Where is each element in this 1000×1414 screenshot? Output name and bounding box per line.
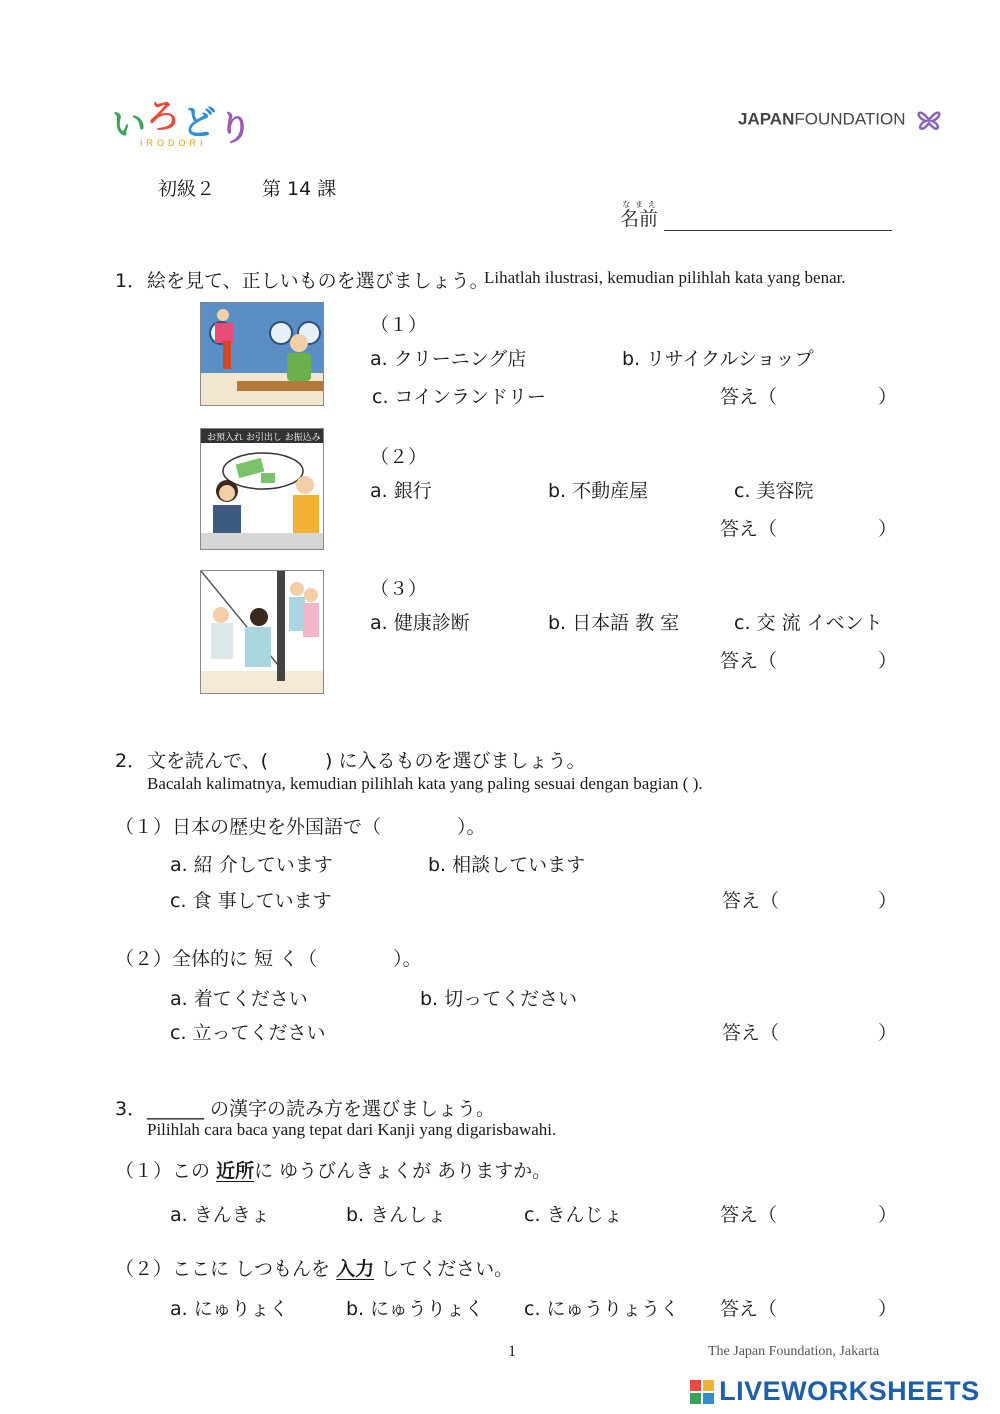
s1-q2-answer: 答え（ <box>720 518 778 540</box>
japan-foundation-logo <box>738 103 946 137</box>
jf-logo-rest: FOUNDATION <box>794 109 906 129</box>
s3-q1-stem <box>115 1156 551 1183</box>
s3-q1-answer-close: ） <box>878 1204 898 1226</box>
s1-q2-answer-close: ） <box>878 518 898 540</box>
s1-q3-answer-input[interactable] <box>784 644 874 668</box>
s3-instruction-jp: ______ の漢字の読み方を選びましょう。 <box>147 1098 496 1120</box>
s3-q2-option-a[interactable]: a. にゅりょく <box>170 1298 289 1320</box>
level-label: 初級２ <box>158 178 216 200</box>
s3-q1-option-b[interactable]: b. きんしょ <box>346 1204 447 1226</box>
footer-credit: The Japan Foundation, Jakarta <box>708 1344 880 1359</box>
s1-q2-answer-input[interactable] <box>784 512 874 536</box>
s1-q3-option-b[interactable]: b. 日本語 教 室 <box>548 612 680 634</box>
s2-q1-option-c[interactable]: c. 食 事しています <box>170 890 332 912</box>
s1-q1-answer: 答え（ <box>720 386 778 408</box>
s3-q1-stem-pre: （１）この <box>115 1160 211 1182</box>
s3-q2-answer-close: ） <box>878 1298 898 1320</box>
s2-instruction-id: Bacalah kalimatnya, kemudian pilihlah kata yang paling sesuai dengan bagian ( ). <box>147 774 703 793</box>
logo-subtitle: IRODORI <box>140 138 207 148</box>
s3-q1-stem-post: に ゆうびんきょくが ありますか。 <box>254 1160 552 1182</box>
s3-q2-stem-post: してください。 <box>380 1258 514 1280</box>
s1-q2-option-a[interactable]: a. 銀行 <box>370 480 432 502</box>
name-field <box>620 200 892 231</box>
s3-instruction-id: Pilihlah cara baca yang tepat dari Kanji yang digarisbawahi. <box>147 1120 557 1139</box>
s1-q1-answer-input[interactable] <box>784 380 874 404</box>
name-input-line[interactable] <box>664 212 892 231</box>
s3-q2-stem-pre: （２）ここに しつもんを <box>115 1258 331 1280</box>
s2-q1-stem: （１）日本の歴史を外国語で（ ）。 <box>115 816 486 838</box>
s1-q1-option-b[interactable]: b. リサイクルショップ <box>622 348 814 370</box>
s2-q2-option-a[interactable]: a. 着てください <box>170 988 308 1010</box>
s1-number: 1． <box>115 270 147 292</box>
lesson-label: 第 14 課 <box>262 178 337 200</box>
svg-text:ろ: ろ <box>146 100 180 137</box>
health-check-illustration <box>200 570 324 694</box>
s2-q2-answer: 答え（ <box>722 1022 780 1044</box>
s1-q3-option-c[interactable]: c. 交 流 イベント <box>734 612 883 634</box>
s3-q2-target-kanji: 入力 <box>336 1258 375 1280</box>
s3-q2-answer-input[interactable] <box>784 1292 874 1316</box>
s1-q1-option-c[interactable]: c. コインランドリー <box>372 386 546 408</box>
s1-q1-answer-close: ） <box>878 386 898 408</box>
s1-q3-option-a[interactable]: a. 健康診断 <box>370 612 470 634</box>
s2-q1-answer-input[interactable] <box>786 884 874 908</box>
s3-number: 3． <box>115 1098 147 1120</box>
s3-q1-answer: 答え（ <box>720 1204 778 1226</box>
s2-q1-answer: 答え（ <box>722 890 780 912</box>
bank-illustration <box>200 428 324 550</box>
butterfly-icon <box>912 103 946 137</box>
s2-q1-option-a[interactable]: a. 紹 介しています <box>170 854 333 876</box>
svg-text:ど: ど <box>182 103 216 143</box>
s1-q2-option-b[interactable]: b. 不動産屋 <box>548 480 649 502</box>
s1-instruction-jp: 絵を見て、正しいものを選びましょう。 <box>147 270 489 292</box>
s3-q1-option-c[interactable]: c. きんじょ <box>524 1204 623 1226</box>
liveworksheets-text: LIVEWORKSHEETS <box>719 1376 980 1406</box>
s1-q2-label: （２） <box>370 446 428 468</box>
s2-q1-answer-close: ） <box>878 890 898 912</box>
s2-number: 2． <box>115 750 147 772</box>
s3-q2-stem <box>115 1254 513 1281</box>
s2-q2-answer-input[interactable] <box>786 1016 874 1040</box>
s3-q2-option-c[interactable]: c. にゅうりょうく <box>524 1298 680 1320</box>
irodori-logo <box>110 100 260 155</box>
s3-q1-answer-input[interactable] <box>784 1198 874 1222</box>
s1-instruction-id: Lihatlah ilustrasi, kemudian pilihlah kata yang benar. <box>484 268 846 287</box>
s2-q2-answer-close: ） <box>878 1022 898 1044</box>
page-number: 1 <box>508 1343 516 1360</box>
s1-q3-answer-close: ） <box>878 650 898 672</box>
svg-text:り: り <box>218 109 252 149</box>
s3-q1-target-kanji: 近所 <box>216 1160 255 1182</box>
s2-q1-option-b[interactable]: b. 相談しています <box>428 854 586 876</box>
bank-sign-text: お預入れ お引出し お振込み <box>207 433 321 443</box>
s3-q2-answer: 答え（ <box>720 1298 778 1320</box>
s1-q3-label: （３） <box>370 578 428 600</box>
liveworksheets-icon <box>690 1380 714 1404</box>
s2-q2-stem: （２）全体的に 短 く（ ）。 <box>115 948 422 970</box>
s2-q2-option-b[interactable]: b. 切ってください <box>420 988 578 1010</box>
s1-q2-option-c[interactable]: c. 美容院 <box>734 480 814 502</box>
s1-q1-label: （１） <box>370 314 428 336</box>
s2-instruction-jp: 文を読んで、( ) に入るものを選びましょう。 <box>147 750 586 772</box>
name-label: 名前なまえ <box>620 200 659 230</box>
s2-q2-option-c[interactable]: c. 立ってください <box>170 1022 326 1044</box>
s3-q2-option-b[interactable]: b. にゅうりょく <box>346 1298 484 1320</box>
svg-text:い: い <box>112 105 146 145</box>
s1-q3-answer: 答え（ <box>720 650 778 672</box>
liveworksheets-brand <box>690 1376 980 1407</box>
laundromat-illustration <box>200 302 324 406</box>
jf-logo-bold: JAPAN <box>738 109 795 129</box>
s1-q1-option-a[interactable]: a. クリーニング店 <box>370 348 527 370</box>
s3-q1-option-a[interactable]: a. きんきょ <box>170 1204 270 1226</box>
